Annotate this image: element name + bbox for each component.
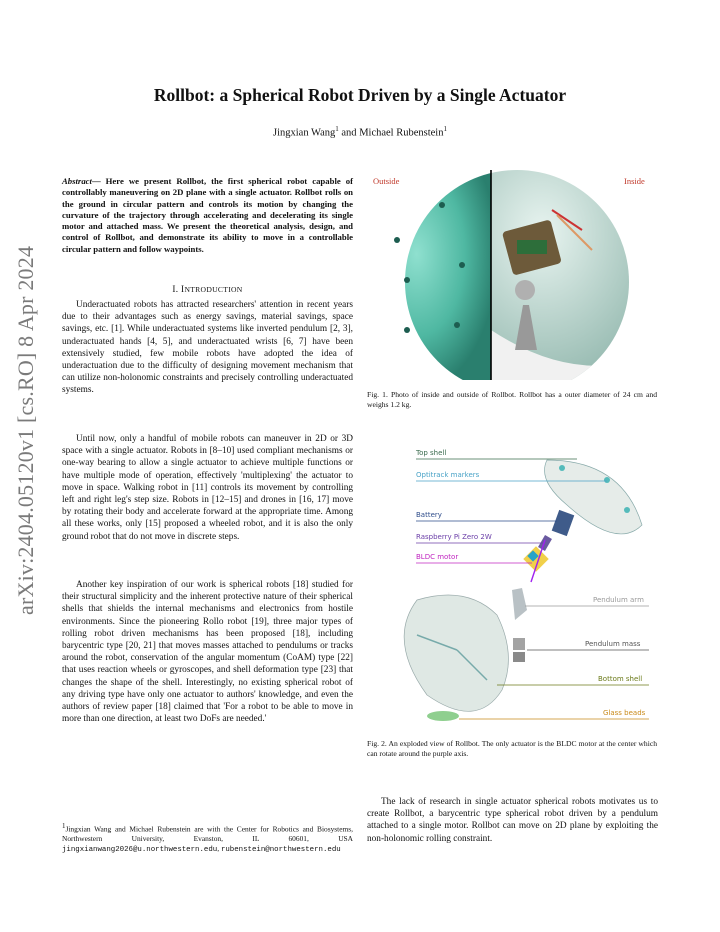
section-title-first: I xyxy=(181,285,185,295)
author-1: Jingxian Wang xyxy=(273,127,336,139)
affiliation-mark: 1 xyxy=(443,125,447,133)
paragraph: Until now, only a handful of mobile robots can maneuver in 2D or 3D space with a single actuator. Robots in [8–10] used compliant mechanisms or one-way bearing to allow a single actuator to achieve multiple functions or have multiple mode of operation, effectively 'multiplexing' the actuator to move in space. Walking robot in [11] controls its movement by controlling left and right leg's step size. Robots in [12–15] and drones in [16, 17] move by rotating their body and accelerate forward at the appropriate time. Among all these works, only [15] proposed a wheeled robot, and it is also the only ground robot that do not move in discrete steps. xyxy=(62,434,353,542)
abstract-label: Abstract xyxy=(62,176,92,186)
exploded-view-diagram xyxy=(367,440,657,730)
author-separator: and xyxy=(338,127,360,139)
pendulum-mass-part xyxy=(513,638,525,650)
arxiv-identifier: arXiv:2404.05120v1 [cs.RO] 8 Apr 2024 xyxy=(13,245,38,615)
figure-1-photo xyxy=(367,170,657,380)
paragraph: The lack of research in single actuator spherical robots motivates us to create Rollbot, a barycentric type spherical robot driven by a pendulum attached to a single motor. Rollbot can move on 2D plane by exploiting the non-holonomic rolling constraint. xyxy=(367,797,658,844)
paper-title: Rollbot: a Spherical Robot Driven by a Single Actuator xyxy=(153,85,567,105)
outside-label: Outside xyxy=(373,176,400,186)
label-battery: Battery xyxy=(416,511,442,519)
footnote-text: Jingxian Wang and Michael Rubenstein are with the Center for Robotics and Biosystems, Northwestern University, Evanston, IL 60601, USA xyxy=(62,824,353,844)
paper-authors xyxy=(40,125,680,139)
figure-2-exploded-view xyxy=(367,440,657,730)
abstract-text: — Here we present Rollbot, the first spherical robot capable of controllably maneuvering on 2D plane with a single actuator. Rollbot rolls on the ground in circular pattern and controls its motion by changing the curvature of the trajectory through accelerating and decelerating its single motor and attached mass. We present the theoretical analysis, design, and control of Rollbot, and demonstrate its ability to move in a controllable circular pattern and follow waypoints. xyxy=(62,176,353,254)
paragraph: Another key inspiration of our work is spherical robots [18] studied for their structural simplicity and the inherent protective nature of their spherical shells that shields the internal mechanisms and electronics from hostile environments. Since the pioneering Rollo robot [19], three major types of rolling robot driven mechanisms has been proposed [18], including barycentric type [20, 21] that moves masses attached to pendulums or tracks around the robot, conservation of the angular momentum (CoAM) type [22] that uses reaction wheels or gyroscopes, and shell deformation type [23] that changes the shape of the shell. Interestingly, no existing spherical robot of any driving type have only one actuator to authors' knowledge, and even the authors of review paper [18] claimed that 'For a robot to be able to move in more than one direction, at least two DoFs are needed.' xyxy=(62,580,353,725)
figure-2-caption: Fig. 2. An exploded view of Rollbot. The only actuator is the BLDC motor at the center which can rotate around the purple axis. xyxy=(367,739,657,758)
rollbot-photo-illustration xyxy=(367,170,657,380)
section-number: I. xyxy=(172,285,179,295)
label-bottom-shell: Bottom shell xyxy=(598,675,643,683)
figure-1-caption: Fig. 1. Photo of inside and outside of Rollbot. Rollbot has a outer diameter of 24 cm and weighs 1.2 kg. xyxy=(367,390,657,409)
label-top-shell: Top shell xyxy=(416,449,447,457)
email-separator: , xyxy=(217,843,221,853)
section-heading xyxy=(62,285,353,295)
paragraph: Underactuated robots has attracted researchers' attention in recent years due to their advantages such as energy savings, material savings, space savings, etc. [1]. While underactuated systems like inverted pendulum [2, 3], underactuated hands [4, 5], and underactuated wrists [6, 7] have been extensively studied, few mobile robots have adopted the idea of underactuation due to the difficulty of designing movement mechanism that can utilize non-holonomic constraints and precisely controlling underactuated systems. xyxy=(62,300,353,396)
glass-beads-part xyxy=(427,711,459,721)
abstract xyxy=(62,176,353,255)
email-link[interactable]: rubenstein@northwestern.edu xyxy=(220,845,341,854)
label-pendulum-mass: Pendulum mass xyxy=(585,640,641,648)
label-pendulum-arm: Pendulum arm xyxy=(593,596,644,604)
footnote xyxy=(62,822,353,855)
inside-label: Inside xyxy=(624,176,645,186)
affiliation-mark: 1 xyxy=(335,125,339,133)
label-raspberry-pi: Raspberry Pi Zero 2W xyxy=(416,533,492,541)
section-title-rest: NTRODUCTION xyxy=(184,285,243,294)
author-2: Michael Rubenstein xyxy=(359,127,444,139)
label-bldc-motor: BLDC motor xyxy=(416,553,459,561)
email-link[interactable]: jingxianwang2026@u.northwestern.edu xyxy=(62,845,218,854)
label-glass-beads: Glass beads xyxy=(603,709,646,717)
label-optitrack-markers: Optitrack markers xyxy=(416,471,480,479)
footnote-mark: 1 xyxy=(62,822,66,830)
